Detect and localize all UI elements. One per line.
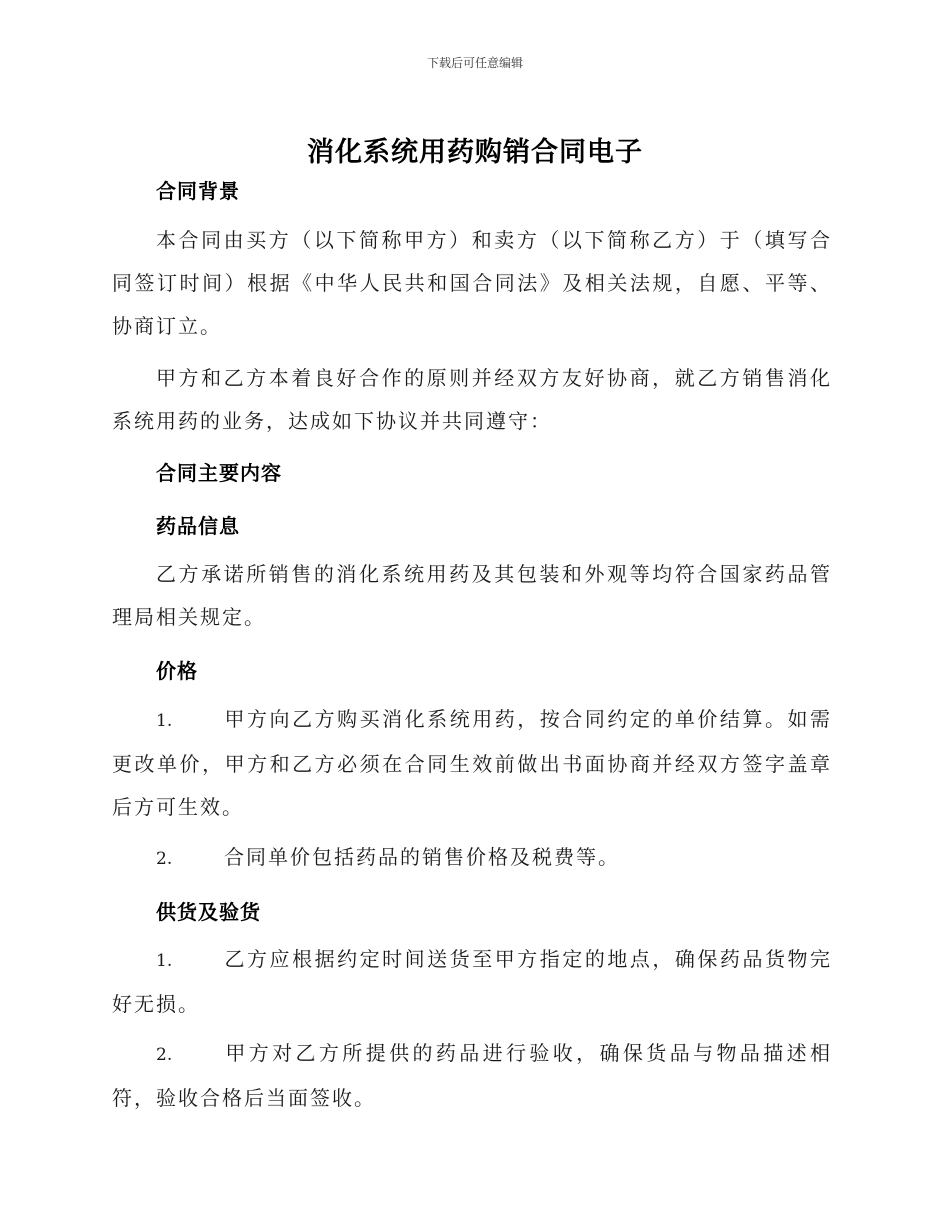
price-item-1: [112, 698, 832, 829]
section-heading-supply: 供货及验货: [156, 900, 261, 924]
section-heading-main: 合同主要内容: [156, 461, 282, 485]
supply-item-1-number: 1.: [156, 951, 173, 971]
price-item-2: [112, 836, 832, 881]
supply-item-1-text: 乙方应根据约定时间送货至甲方指定的地点，确保药品货物完好无损。: [112, 947, 832, 1016]
price-item-1-text: 甲方向乙方购买消化系统用药，按合同约定的单价结算。如需更改单价，甲方和乙方必须在合同生效前做出书面协商并经双方签字盖章后方可生效。: [112, 707, 832, 819]
supply-item-2: [112, 1032, 832, 1120]
section-heading-price: 价格: [156, 659, 198, 683]
supply-item-2-text: 甲方对乙方所提供的药品进行验收，确保货品与物品描述相符，验收合格后当面签收。: [112, 1041, 832, 1110]
price-item-2-number: 2.: [156, 849, 173, 869]
paragraph-drug-info: 乙方承诺所销售的消化系统用药及其包装和外观等均符合国家药品管理局相关规定。: [112, 562, 832, 629]
document-title: 消化系统用药购销合同电子: [307, 137, 643, 168]
price-item-2-text: 合同单价包括药品的销售价格及税费等。: [224, 845, 620, 869]
supply-item-2-number: 2.: [156, 1045, 173, 1065]
header-note: 下载后可任意编辑: [426, 56, 523, 70]
price-item-1-number: 1.: [156, 711, 173, 731]
paragraph-background-2: 甲方和乙方本着良好合作的原则并经双方友好协商，就乙方销售消化系统用药的业务，达成如下协议并共同遵守：: [112, 366, 832, 433]
paragraph-background-1: 本合同由买方（以下简称甲方）和卖方（以下简称乙方）于（填写合同签订时间）根据《中华人民共和国合同法》及相关法规，自愿、平等、协商订立。: [112, 228, 832, 338]
section-heading-background: 合同背景: [156, 179, 240, 203]
section-heading-drug-info: 药品信息: [156, 514, 240, 538]
supply-item-1: [112, 938, 832, 1026]
